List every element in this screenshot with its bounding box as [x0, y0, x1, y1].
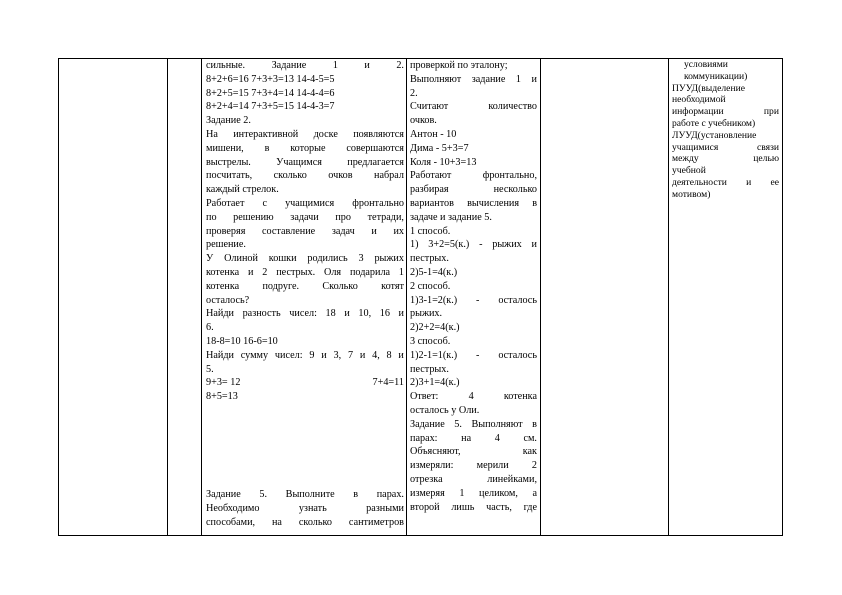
word: и: [531, 239, 537, 251]
word: 2.: [396, 60, 404, 71]
text-line: 8+5=13: [206, 391, 238, 403]
text-line: ПУУД(выделение: [672, 82, 745, 94]
word: родились: [307, 253, 348, 265]
word: задач: [331, 225, 355, 237]
word: рыжих: [492, 239, 522, 251]
text-line: Антон - 10: [410, 128, 457, 140]
word: Ответ:: [410, 391, 439, 403]
word: ее: [770, 176, 779, 188]
lesson-plan-table: [58, 58, 783, 536]
text-line: работе с учебником): [672, 117, 756, 129]
word: подруге.: [262, 280, 300, 292]
word: Объясняют,: [410, 446, 461, 458]
word: парах:: [410, 432, 438, 444]
word: 1: [332, 60, 338, 71]
text-line: [410, 487, 537, 501]
word: котенка: [206, 280, 240, 292]
word: деятельности: [672, 176, 727, 188]
word: про: [335, 211, 351, 223]
word: учащимися: [285, 197, 335, 209]
text-line: мотивом): [672, 188, 711, 200]
text-line: [206, 156, 404, 170]
word: узнать: [298, 502, 327, 514]
text-line: [206, 376, 404, 390]
text-line: коммуникации): [684, 70, 748, 82]
word: Задание: [271, 60, 307, 71]
text-line: [410, 238, 537, 252]
word: на: [461, 432, 472, 444]
word: пестрых.: [276, 266, 316, 278]
word: -: [476, 294, 480, 306]
uud-text: [669, 59, 782, 201]
table-cell-student-activity: [407, 59, 541, 536]
text-line: 2)5-1=4(к.): [410, 266, 458, 278]
text-line: [206, 225, 404, 239]
word: учащимися: [672, 141, 719, 153]
word: интерактивной: [233, 128, 299, 140]
word: отрезка: [410, 473, 443, 485]
word: Выполните: [285, 488, 335, 500]
text-line: [206, 211, 404, 225]
text-line: [672, 142, 779, 154]
text-line: [206, 59, 404, 73]
word: 4,: [372, 349, 380, 361]
word: и: [398, 349, 404, 361]
text-line: Коля - 10+3=13: [410, 156, 477, 168]
word: лишь: [451, 501, 475, 513]
word: Сколько: [322, 280, 358, 292]
word: задание: [471, 73, 506, 85]
text-line: [410, 197, 537, 211]
word: 2: [262, 266, 268, 278]
text-line: [672, 106, 779, 118]
word: Выполняют: [471, 418, 523, 430]
word: совершаются: [346, 142, 404, 154]
word: 3+2=5(к.): [428, 239, 470, 251]
word: и: [247, 266, 254, 278]
word: часть,: [486, 501, 512, 513]
word: измеряя: [410, 487, 445, 499]
text-line: 5.: [206, 363, 214, 375]
word: 9+3= 12: [206, 377, 241, 389]
text-line: [206, 266, 404, 280]
word: при: [763, 106, 779, 118]
word: Учащимся: [276, 156, 322, 168]
word: Необходимо: [206, 502, 260, 514]
text-line: [206, 169, 404, 183]
word: -: [476, 349, 480, 361]
word: связи: [757, 141, 779, 153]
text-line: пестрых.: [410, 253, 449, 265]
word: количество: [488, 101, 537, 113]
word: 7: [347, 349, 354, 361]
word: котят: [381, 280, 404, 292]
word: котенка: [206, 266, 240, 278]
word: Найди: [206, 349, 234, 361]
word: мишени,: [206, 142, 244, 154]
text-line: очков.: [410, 115, 437, 127]
word: целиком,: [479, 487, 518, 499]
text-line: Задание 2.: [206, 115, 251, 127]
word: 9: [309, 349, 315, 361]
word: измеряли:: [410, 460, 454, 472]
text-line: 8+2+4=14 7+3+5=15 14-4-3=7: [206, 101, 335, 113]
text-line: 18-8=10 16-6=10: [206, 335, 278, 347]
word: сумму: [240, 349, 269, 361]
text-line: [410, 432, 537, 446]
text-line: [410, 501, 537, 515]
text-line: рыжих.: [410, 308, 443, 320]
text-line: [410, 459, 537, 473]
word: по: [206, 211, 217, 223]
word: осталось: [498, 349, 537, 361]
word: линейками,: [487, 473, 537, 485]
word: и: [398, 308, 404, 320]
word: а: [532, 487, 537, 499]
word: второй: [410, 501, 440, 513]
text-line: 2)3+1=4(к.): [410, 377, 460, 389]
text-line: условиями: [684, 59, 728, 70]
word: набрал: [374, 170, 404, 182]
text-line: каждый стрелок.: [206, 184, 279, 196]
table-row: [59, 59, 783, 536]
word: выстрелы.: [206, 156, 251, 168]
word: которые: [290, 142, 326, 154]
text-line: [206, 516, 404, 530]
word: кошки: [268, 253, 297, 265]
text-line: 1 способ.: [410, 225, 451, 237]
word: 8: [386, 349, 392, 361]
word: мерили: [476, 460, 509, 472]
text-line: решение.: [206, 239, 246, 251]
word: 1)3-1=2(к.): [410, 294, 458, 306]
word: Оля: [323, 266, 342, 278]
word: целью: [753, 153, 779, 165]
text-line: [206, 307, 404, 321]
text-line: [206, 502, 404, 516]
word: как: [522, 446, 537, 458]
word: сколько: [273, 170, 307, 182]
text-line: проверкой по эталону;: [410, 60, 508, 71]
word: Работает: [206, 197, 245, 209]
text-line: 2 способ.: [410, 280, 451, 292]
word: составление: [262, 225, 316, 237]
word: сильные.: [206, 60, 246, 71]
word: разность: [242, 308, 281, 320]
text-line: [206, 488, 404, 502]
blank-space: [202, 404, 406, 488]
text-line: [410, 73, 537, 87]
text-line: [410, 418, 537, 432]
teacher-activity-text-task5: [202, 488, 406, 529]
word: проверяя: [206, 225, 246, 237]
word: парах.: [376, 488, 404, 500]
word: на: [271, 516, 282, 528]
table-cell-teacher-activity: [202, 59, 407, 536]
word: У: [206, 253, 214, 265]
text-line: осталось?: [206, 294, 250, 306]
word: Задание: [410, 418, 445, 430]
text-line: [410, 390, 537, 404]
word: 1): [410, 239, 419, 251]
text-line: 2)2+2=4(к.): [410, 322, 460, 334]
text-line: 2.: [410, 87, 418, 99]
word: очков: [328, 170, 353, 182]
text-line: [672, 177, 779, 189]
word: вариантов: [410, 197, 454, 209]
table-cell-col1: [59, 59, 168, 536]
word: 1: [398, 266, 404, 278]
word: 1: [515, 73, 522, 85]
word: и: [531, 73, 537, 85]
word: и: [371, 225, 377, 237]
teacher-activity-text: [202, 59, 406, 404]
text-line: [672, 153, 779, 165]
text-line: 8+2+6=16 7+3+3=13 14-4-5=5: [206, 73, 335, 85]
word: котенка: [503, 391, 537, 403]
word: 5.: [454, 418, 462, 430]
text-line: ЛУУД(установление: [672, 129, 757, 141]
word: рыжих: [374, 253, 404, 265]
word: 7+4=11: [372, 377, 404, 389]
word: в: [264, 142, 270, 154]
text-line: задаче и задание 5.: [410, 211, 492, 223]
word: появляются: [353, 128, 404, 140]
word: способами,: [206, 516, 256, 528]
word: 4: [468, 391, 474, 403]
word: посчитать,: [206, 170, 253, 182]
text-line: [410, 183, 537, 197]
word: вычисления: [467, 197, 520, 209]
word: в: [532, 418, 537, 430]
word: 5.: [259, 488, 268, 500]
word: и: [359, 349, 366, 361]
word: 4: [494, 432, 500, 444]
student-activity-text: [407, 59, 540, 514]
text-line: [410, 169, 537, 183]
word: чисел:: [274, 349, 303, 361]
word: и: [321, 349, 327, 361]
text-line: [206, 252, 404, 266]
table-cell-col2: [168, 59, 202, 536]
word: с: [262, 197, 267, 209]
word: Выполняют: [410, 73, 462, 85]
word: Олиной: [224, 253, 258, 265]
text-line: пестрых.: [410, 363, 449, 375]
word: На: [206, 128, 218, 140]
word: доске: [313, 128, 338, 140]
text-line: [206, 349, 404, 363]
word: осталось: [498, 294, 537, 306]
word: Найди: [206, 308, 234, 320]
text-line: [206, 197, 404, 211]
word: фронтально,: [482, 170, 537, 182]
word: где: [523, 501, 537, 513]
word: подарила: [349, 266, 391, 278]
word: см.: [523, 432, 537, 444]
text-line: [206, 142, 404, 156]
word: сантиметров: [348, 516, 404, 528]
word: Работают: [410, 170, 452, 182]
word: 18: [325, 308, 336, 320]
word: 1)2-1=1(к.): [410, 349, 458, 361]
text-line: [206, 128, 404, 142]
word: 2: [531, 460, 537, 472]
text-line: 6.: [206, 322, 214, 334]
word: и: [344, 308, 350, 320]
text-line: Дима - 5+3=7: [410, 142, 469, 154]
word: 3,: [333, 349, 342, 361]
word: 3: [358, 253, 364, 265]
word: информации: [672, 106, 724, 118]
word: в: [532, 197, 537, 209]
word: 1: [459, 487, 465, 499]
word: в: [353, 488, 359, 500]
text-line: осталось у Оли.: [410, 404, 480, 416]
text-line: [410, 294, 537, 308]
text-line: необходимой: [672, 94, 726, 106]
word: сколько: [298, 516, 333, 528]
text-line: 8+2+5=15 7+3+4=14 14-4-4=6: [206, 87, 335, 99]
word: -: [479, 239, 483, 251]
word: несколько: [493, 184, 537, 196]
word: тетради,: [367, 211, 404, 223]
word: решению: [233, 211, 274, 223]
text-line: [410, 100, 537, 114]
text-line: [410, 445, 537, 459]
word: предлагается: [347, 156, 404, 168]
text-line: [206, 280, 404, 294]
word: Считают: [410, 101, 449, 113]
word: между: [672, 153, 699, 165]
text-line: [410, 473, 537, 487]
word: и: [746, 176, 752, 188]
word: 10,: [358, 308, 372, 320]
word: разбирая: [410, 184, 449, 196]
word: фронтально: [352, 197, 404, 209]
word: разными: [366, 502, 404, 514]
text-line: учебной: [672, 165, 706, 177]
word: чисел:: [289, 308, 317, 320]
word: задачи: [290, 211, 319, 223]
text-line: 3 способ.: [410, 335, 451, 347]
table-cell-uud: [669, 59, 783, 536]
word: их: [393, 225, 404, 237]
text-line: [410, 349, 537, 363]
table-cell-col5: [541, 59, 669, 536]
word: Задание: [206, 488, 241, 500]
word: 16: [379, 308, 390, 320]
word: и: [364, 60, 370, 71]
